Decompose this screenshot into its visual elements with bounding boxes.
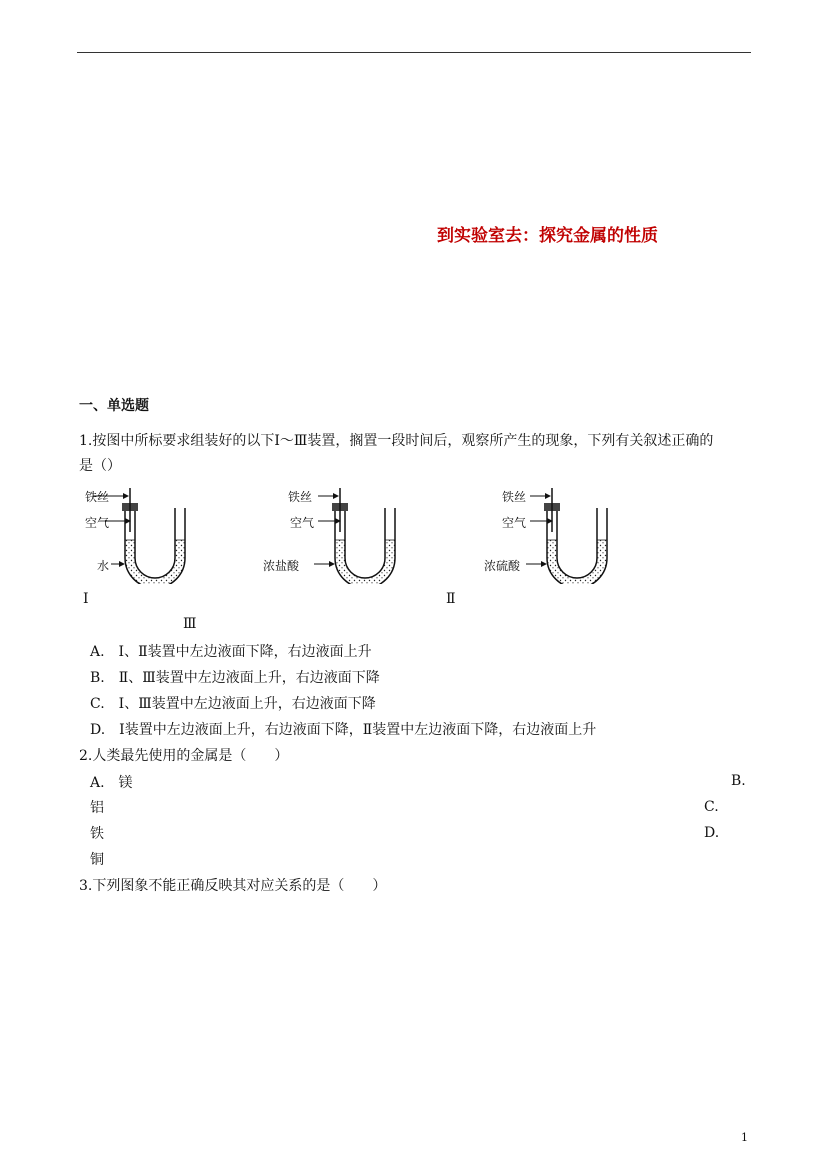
page-number: 1 bbox=[741, 1131, 748, 1144]
q1-option-a: A. Ⅰ、Ⅱ装置中左边液面下降，右边液面上升 bbox=[90, 644, 372, 660]
label-air: 空气 bbox=[290, 516, 315, 530]
label-air: 空气 bbox=[502, 516, 527, 530]
header-rule bbox=[77, 52, 751, 53]
q2-option-c-text: 铁 bbox=[90, 826, 104, 842]
q1-option-c: C. Ⅰ、Ⅲ装置中左边液面上升，右边液面下降 bbox=[90, 696, 376, 712]
q1-option-b: B. Ⅱ、Ⅲ装置中左边液面上升，右边液面下降 bbox=[90, 670, 380, 686]
q3-stem: 3.下列图象不能正确反映其对应关系的是（ ） bbox=[79, 878, 387, 894]
label-liquid: 水 bbox=[97, 559, 110, 573]
label-iron-wire: 铁丝 bbox=[288, 490, 313, 504]
q1-stem-line1: 1.按图中所标要求组装好的以下Ⅰ～Ⅲ装置，搁置一段时间后，观察所产生的现象，下列有关叙述正确的 bbox=[79, 433, 714, 449]
q1-option-d: D. Ⅰ装置中左边液面上升，右边液面下降，Ⅱ装置中左边液面下降，右边液面上升 bbox=[90, 722, 597, 738]
page-title: 到实验室去：探究金属的性质 bbox=[437, 226, 658, 246]
label-air: 空气 bbox=[85, 516, 110, 530]
q2-option-c-letter: C. bbox=[704, 799, 719, 815]
label-iron-wire: 铁丝 bbox=[502, 490, 527, 504]
diagram-1 bbox=[85, 484, 225, 584]
section-heading: 一、单选题 bbox=[79, 398, 149, 414]
label-liquid: 浓盐酸 bbox=[263, 559, 300, 573]
figure-label-3: Ⅲ bbox=[183, 616, 197, 632]
q2-option-b-text: 铝 bbox=[90, 800, 104, 816]
q2-stem: 2.人类最先使用的金属是（ ） bbox=[79, 748, 289, 764]
label-iron-wire: 铁丝 bbox=[85, 490, 110, 504]
q2-option-b-letter: B. bbox=[731, 773, 746, 789]
q2-option-d-letter: D. bbox=[704, 825, 720, 841]
label-liquid: 浓硫酸 bbox=[484, 559, 521, 573]
diagram-2 bbox=[258, 484, 403, 584]
q2-option-d-text: 铜 bbox=[90, 852, 104, 868]
q1-stem-line2: 是（） bbox=[79, 458, 121, 474]
q2-option-a: A. 镁 bbox=[90, 775, 133, 791]
diagram-3 bbox=[484, 484, 614, 584]
figure-label-2: Ⅱ bbox=[446, 591, 456, 607]
figure-label-1: Ⅰ bbox=[83, 591, 89, 607]
